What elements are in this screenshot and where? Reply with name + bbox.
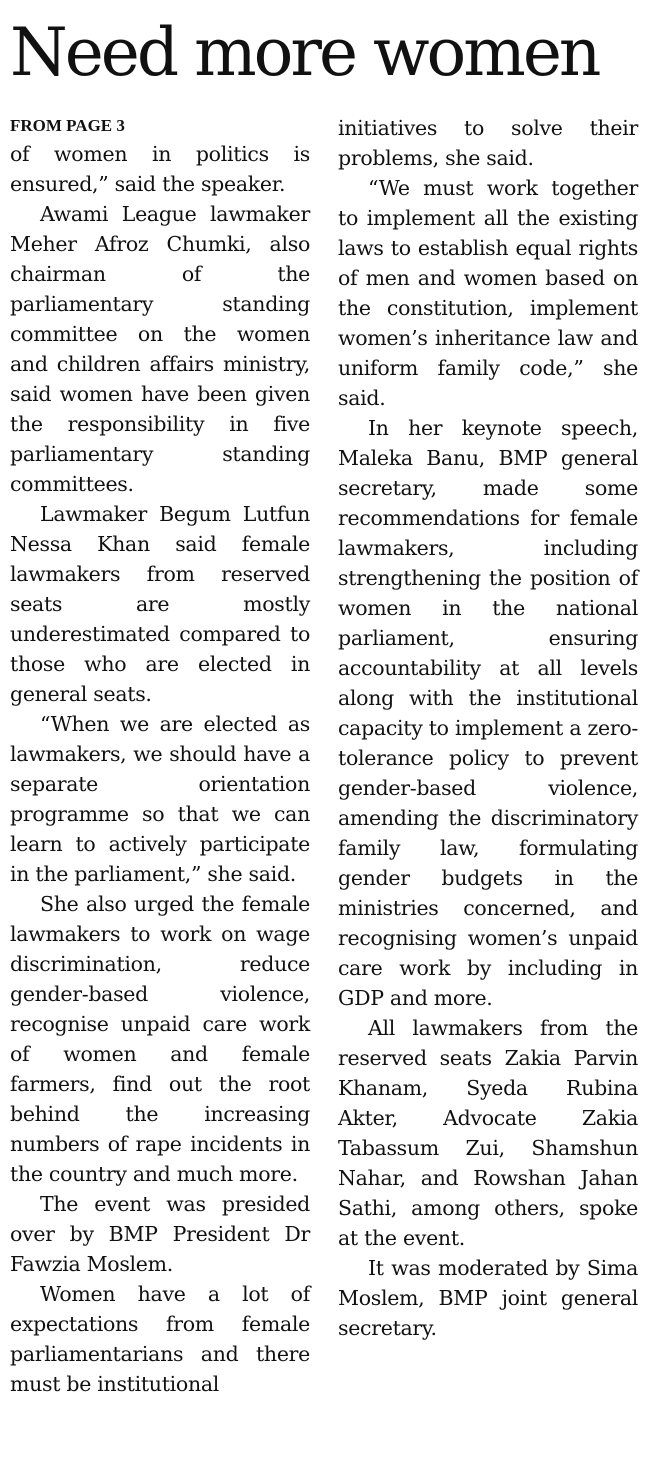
article-column-right — [338, 113, 638, 1343]
paragraph: of women in politics is ensured,” said the speaker. — [10, 142, 310, 196]
paragraph: “When we are elected as lawmakers, we should have a separate orientation programme so that we can learn to actively participate in the parliament,” she said. — [10, 712, 310, 886]
paragraph: It was moderated by Sima Moslem, BMP joint general secretary. — [338, 1256, 638, 1340]
paragraph: The event was presided over by BMP President Dr Fawzia Moslem. — [10, 1192, 310, 1276]
paragraph: “We must work together to implement all the existing laws to establish equal rights of men and women based on the constitution, implement women’s inheritance law and uniform family code,” she said. — [338, 176, 638, 410]
article-column-left — [10, 113, 310, 1399]
paragraph: Women have a lot of expectations from female parliamentarians and there must be institutional — [10, 1282, 310, 1396]
paragraph: In her keynote speech, Maleka Banu, BMP general secretary, made some recommendations for female lawmakers, including strengthening the position of women in the national parliament, ensuring accountability at all levels along with the institutional capacity to implement a zero-tolerance policy to prevent gender-based violence, amending the discriminatory family law, formulating gender budgets in the ministries concerned, and recognising women’s unpaid care work by including in GDP and more. — [338, 416, 638, 1010]
continuation-kicker: FROM PAGE 3 — [10, 116, 125, 135]
headline: Need more women — [10, 14, 599, 91]
paragraph: initiatives to solve their problems, she said. — [338, 116, 638, 170]
paragraph: She also urged the female lawmakers to work on wage discrimination, reduce gender-based violence, recognise unpaid care work of women and female farmers, find out the root behind the increasing numbers of rape incidents in the country and much more. — [10, 892, 310, 1186]
paragraph: Awami League lawmaker Meher Afroz Chumki, also chairman of the parliamentary standing committee on the women and children affairs ministry, said women have been given the responsibility in five parliamentary standing committees. — [10, 202, 310, 496]
paragraph: All lawmakers from the reserved seats Zakia Parvin Khanam, Syeda Rubina Akter, Advocate Zakia Tabassum Zui, Shamshun Nahar, and Rowshan Jahan Sathi, among others, spoke at the event. — [338, 1016, 638, 1250]
paragraph: Lawmaker Begum Lutfun Nessa Khan said female lawmakers from reserved seats are mostly underestimated compared to those who are elected in general seats. — [10, 502, 310, 706]
